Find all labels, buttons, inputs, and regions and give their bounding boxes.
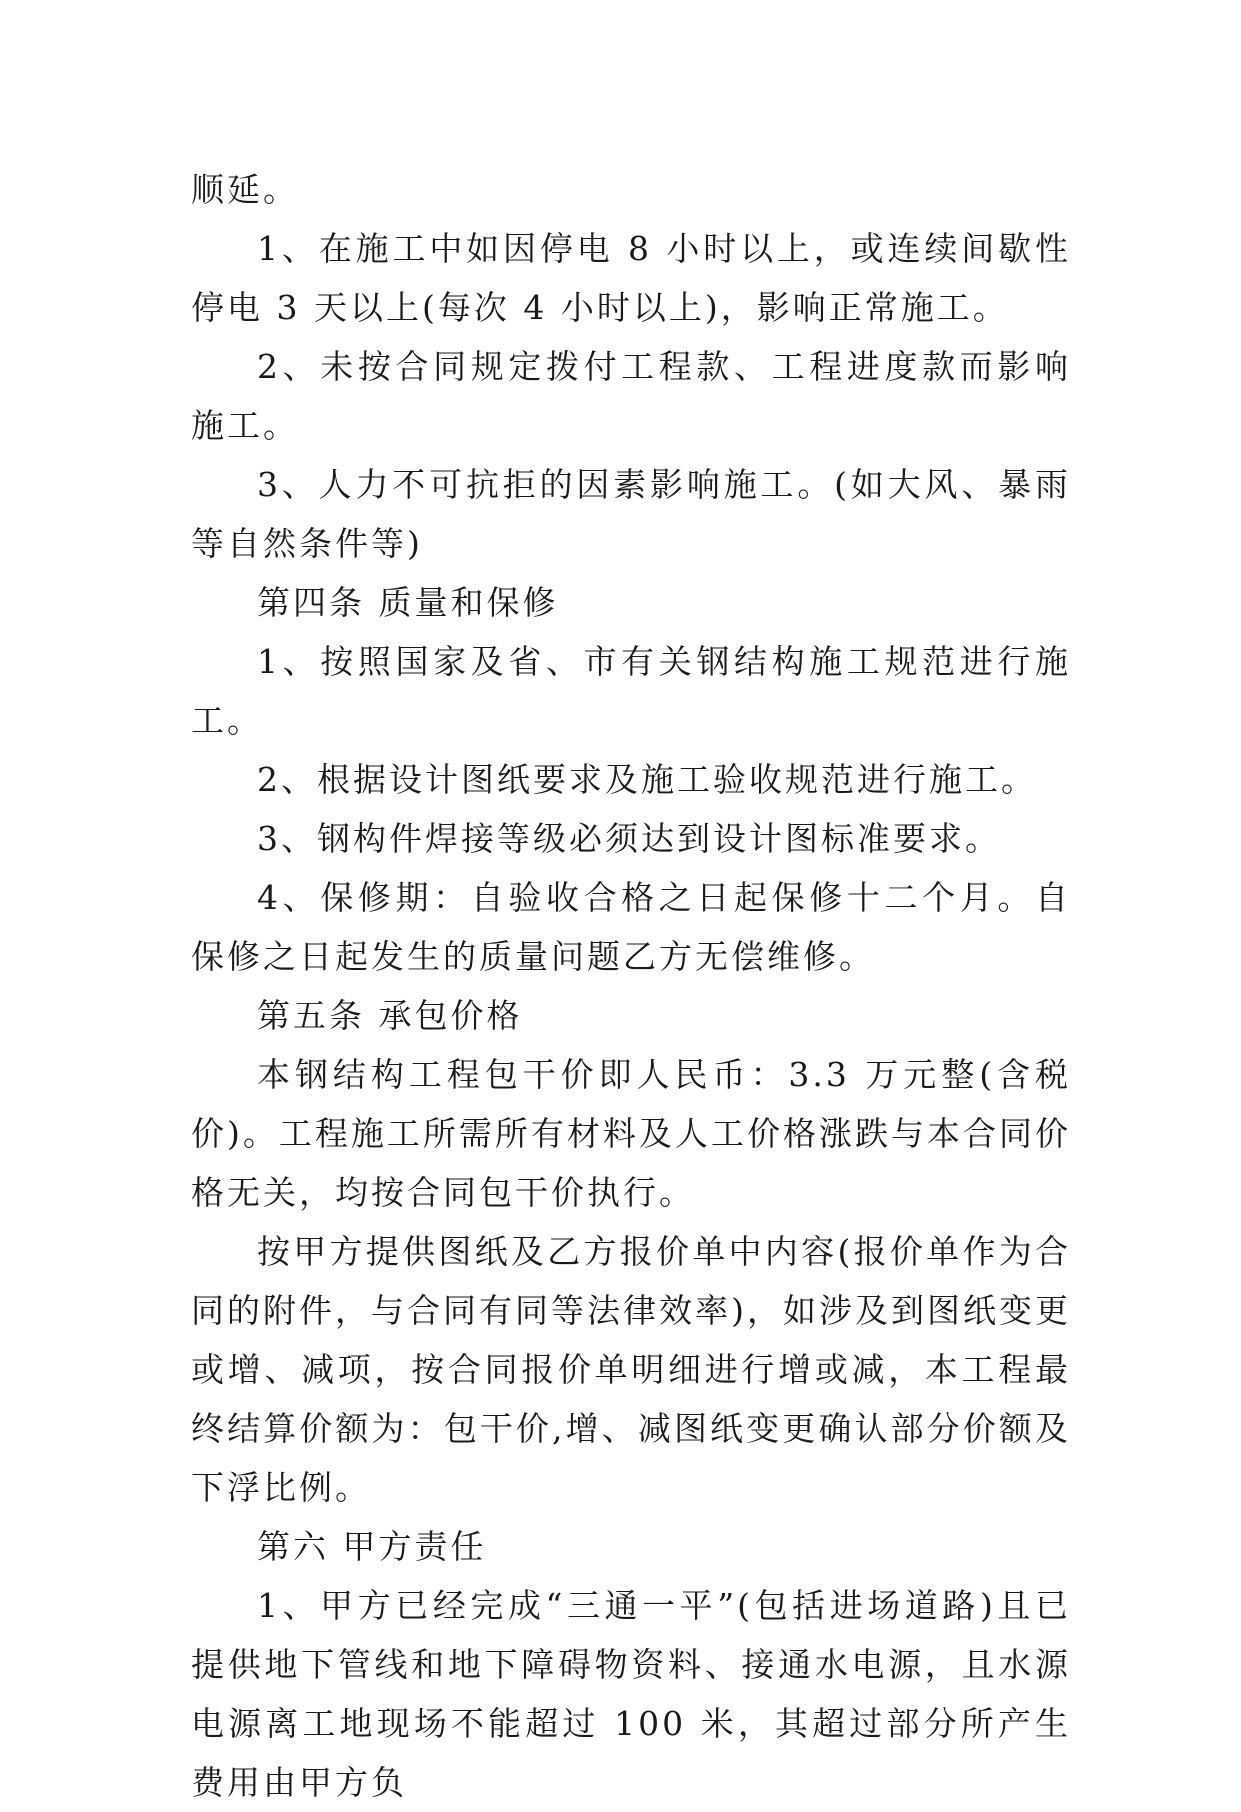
paragraph-contract-price: 本钢结构工程包干价即人民币：3.3 万元整(含税价)。工程施工所需所有材料及人工价格涨跌与本合同价格无关，均按合同包干价执行。 (191, 1055, 1071, 1212)
paragraph-item-3-force-majeure: 3、人力不可抗拒的因素影响施工。(如大风、暴雨等自然条件等) (191, 465, 1071, 563)
paragraph-continuation: 顺延。 (191, 170, 299, 209)
section-heading-article-6: 第六 甲方责任 (257, 1527, 487, 1566)
paragraph-quality-1: 1、按照国家及省、市有关钢结构施工规范进行施工。 (191, 642, 1071, 740)
paragraph-item-1-power-outage: 1、在施工中如因停电 8 小时以上，或连续间歇性停电 3 天以上(每次 4 小时以上)，影响正常施工。 (191, 229, 1071, 327)
paragraph-quality-3: 3、钢构件焊接等级必须达到设计图标准要求。 (257, 819, 1001, 858)
paragraph-party-a-duty-1: 1、甲方已经完成“三通一平”(包括进场道路)且已提供地下管线和地下障碍物资料、接通水电源，且水源电源离工地现场不能超过 100 米，其超过部分所产生费用由甲方负 (191, 1586, 1071, 1802)
paragraph-quality-2: 2、根据设计图纸要求及施工验收规范进行施工。 (257, 760, 1037, 799)
paragraph-item-2-payment: 2、未按合同规定拨付工程款、工程进度款而影响施工。 (191, 347, 1071, 445)
paragraph-warranty: 4、保修期：自验收合格之日起保修十二个月。自保修之日起发生的质量问题乙方无偿维修。 (191, 878, 1071, 976)
section-heading-article-4: 第四条 质量和保修 (257, 583, 559, 622)
document-body (191, 160, 1071, 1812)
paragraph-price-adjustment: 按甲方提供图纸及乙方报价单中内容(报价单作为合同的附件，与合同有同等法律效率)，如涉及到图纸变更或增、减项，按合同报价单明细进行增或减，本工程最终结算价额为：包干价,增、减图纸变更确认部分价额及下浮比例。 (191, 1232, 1071, 1507)
section-heading-article-5: 第五条 承包价格 (257, 996, 523, 1035)
